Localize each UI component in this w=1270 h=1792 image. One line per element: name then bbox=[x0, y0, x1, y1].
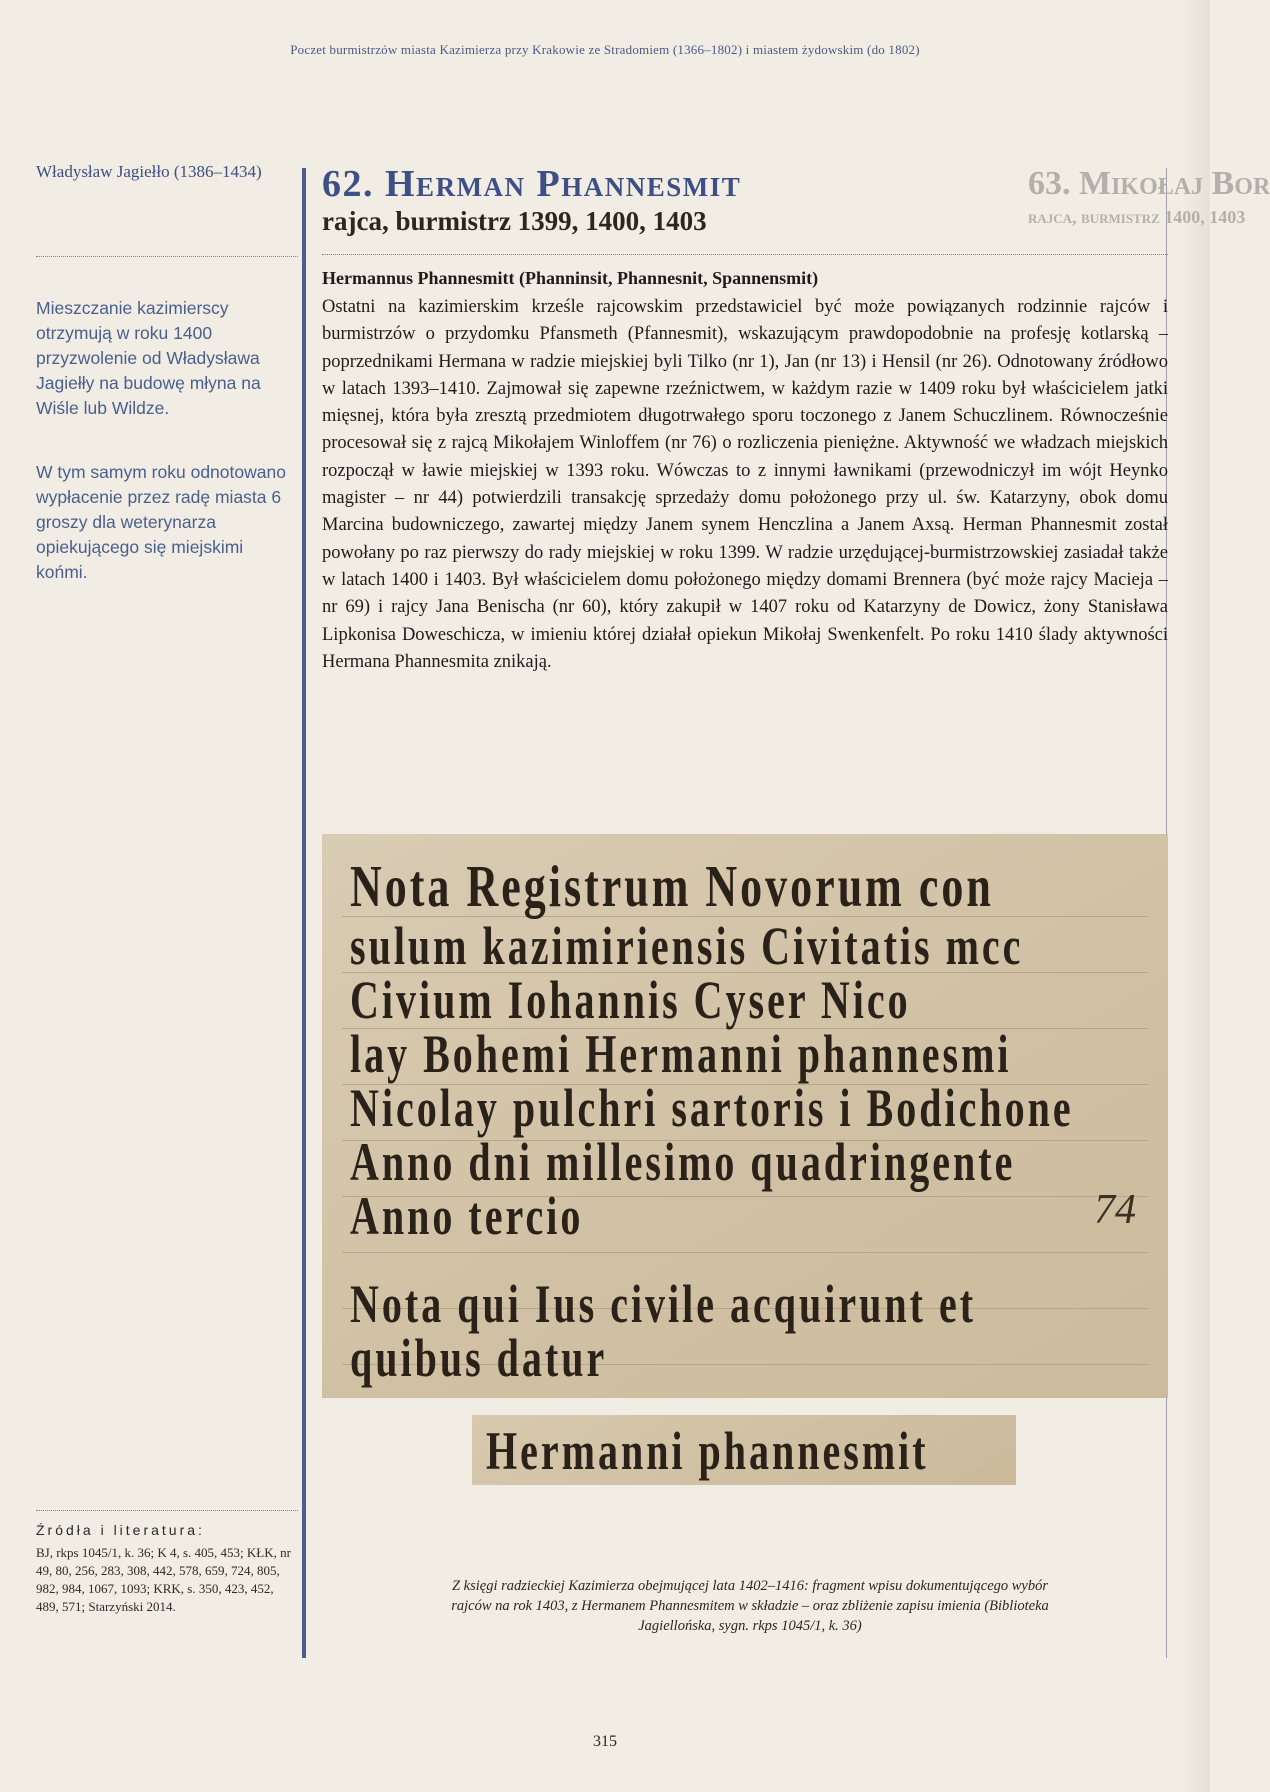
entry-title: 62. Herman Phannesmit bbox=[322, 163, 742, 205]
manuscript-folio-mark: 74 bbox=[1094, 1187, 1136, 1233]
biography-text: Ostatni na kazimierskim krześle rajcowskim przedstawiciel być może powiązanych rodzinnie rajców i burmistrzów o przydomku Pfansmeth (Pfannesmit), wskazującym prawdopodobnie na profesję kotlarską – poprzednikami Hermana w radzie miejskiej byli Tilko (nr 1), Jan (nr 13) i Hensil (nr 26). Odnotowany źródłowo w latach 1393–1410. Zajmował się zapewne rzeźnictwem, w każdym razie w 1409 roku był właścicielem jatki mięsnej, która była zresztą przedmiotem długotrwałego sporu toczonego z Janem Schuczlinem. Równocześnie procesował się z rajcą Mikołajem Winloffem (nr 76) o rozliczenia pieniężne. Aktywność we władzach miejskich rozpoczął w ławie miejskiej w 1393 roku. Wówczas to z innymi ławnikami (przewodniczył im wójt Heynko magister – nr 44) potwierdzili transakcję sprzedaży domu położonego przy ul. św. Katarzyny, obok domu Marcina budowniczego, zawartej między Janem synem Henczlina a Janem Axsą. Herman Phannesmit został powołany po raz pierwszy do rady miejskiej w roku 1399. W radzie urzędującej-burmistrzowskiej zasiadał także w latach 1400 i 1403. Był właścicielem domu położonego między domami Brennera (być może rajcy Macieja – nr 69) i rajcy Jana Benischa (nr 60), który zakupił w 1407 roku od Katarzyny de Dowicz, żony Stanisława Lipkonisa Doweschicza, w imieniu której działał opiekun Mikołaj Swenkenfelt. Po roku 1410 ślady aktywności Hermana Phannesmita znikają. bbox=[322, 297, 1168, 672]
manuscript-line: lay Bohemi Hermanni phannesmi bbox=[350, 1023, 1012, 1085]
page-number: 315 bbox=[593, 1733, 617, 1750]
ghost-subtitle: rajca, burmistrz 1400, 1403 bbox=[1028, 207, 1246, 227]
manuscript-line: sulum kazimiriensis Civitatis mcc bbox=[350, 915, 1024, 977]
running-head: Poczet burmistrzów miasta Kazimierza przy Krakowie ze Stradomiem (1366–1802) i miastem żydowskim (do 1802) bbox=[290, 42, 920, 57]
sources-heading: Źródła i literatura: bbox=[36, 1522, 205, 1538]
manuscript-line: quibus datur bbox=[350, 1327, 608, 1389]
manuscript-line: Nota qui Ius civile acquirunt et bbox=[350, 1273, 977, 1335]
alternate-names: Hermannus Phannesmitt (Phanninsit, Phannesnit, Spannensmit) bbox=[322, 268, 819, 288]
manuscript-line: Anno tercio bbox=[350, 1185, 584, 1247]
figure-caption: Z księgi radzieckiej Kazimierza obejmującej lata 1402–1416: fragment wpisu dokumentującego wybór rajców na rok 1403, z Hermanem Phannesmitem w składzie – oraz zbliżenie zapisu imienia (Biblioteka Jagiellońska, sygn. rkps 1045/1, k. 36) bbox=[451, 1578, 1049, 1634]
reign-label: Władysław Jagiełło (1386–1434) bbox=[36, 162, 262, 181]
zoom-line: Hermanni phannesmit bbox=[486, 1420, 929, 1482]
bleed-through-next-entry bbox=[1028, 162, 1270, 234]
page-edge-shade bbox=[1182, 0, 1210, 1792]
title-divider bbox=[322, 254, 1168, 255]
sources-divider bbox=[36, 1510, 298, 1511]
manuscript-line: Nicolay pulchri sartoris i Bodichone bbox=[350, 1077, 1074, 1139]
manuscript-image bbox=[322, 834, 1168, 1398]
manuscript-line: Civium Iohannis Cyser Nico bbox=[350, 969, 911, 1031]
manuscript-line: Anno dni millesimo quadringente bbox=[350, 1131, 1016, 1193]
sidebar-note: W tym samym roku odnotowano wypłacenie przez radę miasta 6 groszy dla weterynarza opiekującego się miejskimi końmi. bbox=[36, 462, 286, 582]
sidebar-note: Mieszczanie kazimierscy otrzymują w roku 1400 przyzwolenie od Władysława Jagiełły na budowę młyna na Wiśle lub Wildze. bbox=[36, 298, 261, 418]
ghost-title: 63. Mikołaj Bor bbox=[1028, 165, 1270, 202]
sources-list: BJ, rkps 1045/1, k. 36; K 4, s. 405, 453; KŁK, nr 49, 80, 256, 283, 308, 442, 578, 659, 724, 805, 982, 984, 1067, 1093; KRK, s. 350, 423, 452, 489, 571; Starzyński 2014. bbox=[36, 1545, 291, 1614]
column-rule-left bbox=[302, 168, 306, 1658]
entry-subtitle: rajca, burmistrz 1399, 1400, 1403 bbox=[322, 206, 707, 236]
sidebar-divider bbox=[36, 256, 298, 257]
manuscript-zoom-image bbox=[472, 1415, 1016, 1485]
manuscript-line: Nota Registrum Novorum con bbox=[350, 853, 994, 920]
ruling-line bbox=[342, 1252, 1148, 1253]
